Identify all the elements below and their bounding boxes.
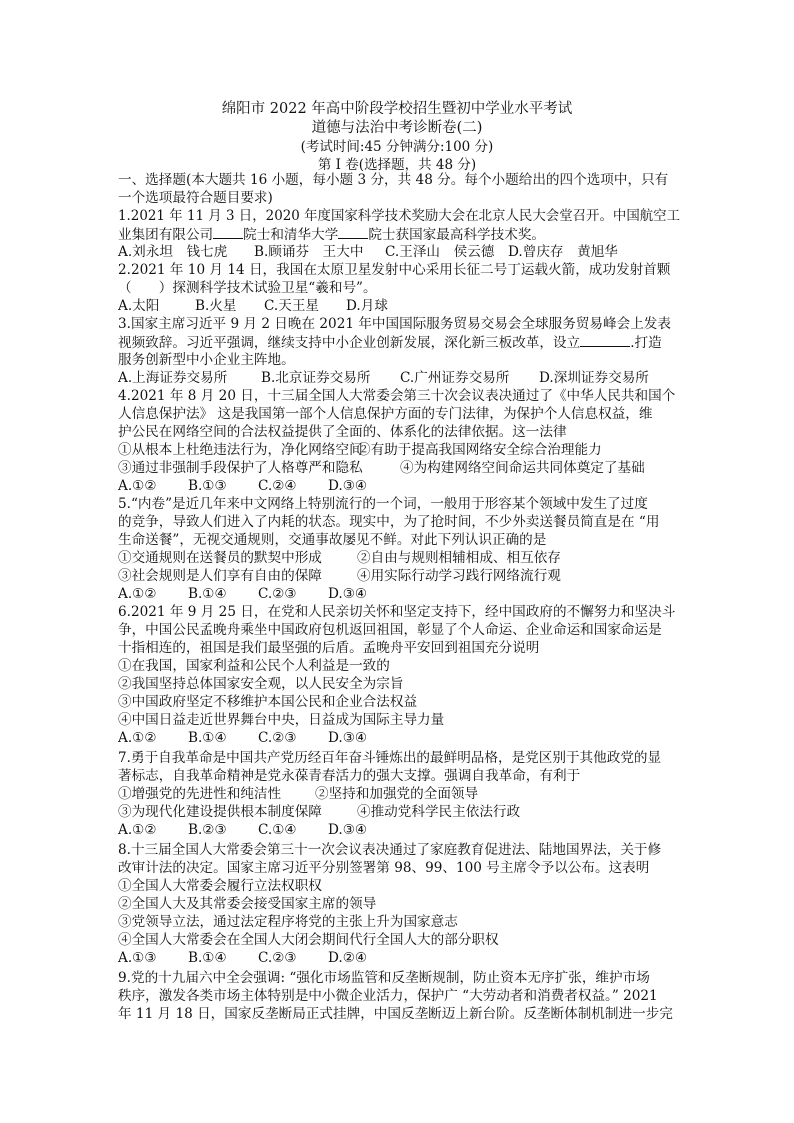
question-1-stem-2b: 院士和清华大学 <box>243 227 339 243</box>
option-a: A.①② <box>118 478 157 494</box>
item-4: ④推动党科学民主依法行政 <box>357 804 521 820</box>
item-2: ②我国坚持总体国家安全观，以人民安全为宗旨 <box>118 676 404 692</box>
question-5-items-1 <box>118 550 561 567</box>
option-d: D.曾庆存 黄旭华 <box>508 244 618 260</box>
question-5-stem-3: 生命送餐”，无视交通规则，交通事故屡见不鲜。对此下列认识正确的是 <box>118 532 547 548</box>
question-1-stem-2c: 院士获国家最高科学技术奖。 <box>368 227 546 243</box>
question-4-items-2 <box>118 460 645 477</box>
question-4-items-1 <box>118 442 602 459</box>
option-d: D.③④ <box>328 478 368 494</box>
item-4: ④全国人大常委会在全国人大闭会期间代行全国人大的部分职权 <box>118 932 499 948</box>
question-7-options <box>118 822 367 839</box>
option-b: B.①④ <box>188 586 227 602</box>
option-a: A.①② <box>118 730 157 746</box>
item-1: ①从根本上杜绝违法行为，净化网络空间 <box>118 442 363 458</box>
question-4-stem-3: 护公民在网络空间的合法权益提供了全面的、体系化的法律依据。这一法律 <box>118 424 567 440</box>
question-3-stem-2b: .打造 <box>630 335 662 351</box>
question-8-stem-2: 改审计法的决定。国家主席习近平分别签署第 98、99、100 号主席令予以公布。这表明 <box>118 860 650 876</box>
question-7-stem-1: 7.勇于自我革命是中国共产党历经百年奋斗锤炼出的最鲜明品格，是党区别于其他政党的显 <box>118 750 662 766</box>
section-heading: 第 I 卷(选择题，共 48 分) <box>317 157 477 173</box>
option-b: B.火星 <box>195 298 237 314</box>
question-4-options <box>118 478 367 495</box>
option-c: C.②③ <box>258 950 297 966</box>
question-9-stem-3: 年 11 月 18 日，国家反垄断局正式挂牌，中国反垄断迈上新台阶。反垄断体制机制进一步完 <box>118 1006 673 1022</box>
item-3: ③为现代化建设提供根本制度保障 <box>118 804 322 820</box>
blank-line <box>580 334 630 347</box>
option-d: D.③④ <box>328 586 368 602</box>
item-2: ②全国人大及其常委会接受国家主席的领导 <box>118 896 377 912</box>
instructions-line-2: 一个选项最符合题目要求) <box>118 190 273 206</box>
question-5-items-2 <box>118 568 561 585</box>
item-2: ②坚持和加强党的全面领导 <box>315 786 479 802</box>
item-2: ②自由与规则相辅相成、相互依存 <box>357 550 561 566</box>
option-c: C.王泽山 侯云德 <box>385 244 495 260</box>
option-a: A.①③ <box>118 950 157 966</box>
question-6-stem-1: 6.2021 年 9 月 25 日，在党和人民亲切关怀和坚定支持下，经中国政府的不懈努力和坚决斗 <box>118 604 676 620</box>
question-8-stem-1: 8.十三届全国人大常委会第三十一次会议表决通过了家庭教育促进法、陆地国界法，关于修 <box>118 842 662 858</box>
option-b: B.①④ <box>188 730 227 746</box>
option-c: C.②③ <box>258 730 297 746</box>
question-4-stem-1: 4.2021 年 8 月 20 日，十三届全国人大常委会第三十次会议表决通过了《中华人民共和国个 <box>118 388 676 404</box>
item-1: ①增强党的先进性和纯洁性 <box>118 786 282 802</box>
question-4-stem-2: 人信息保护法》 这是我国第一部个人信息保护方面的专门法律，为保护个人信息权益，维 <box>118 406 653 422</box>
item-1: ①在我国，国家利益和公民个人利益是一致的 <box>118 658 390 674</box>
question-5-options <box>118 586 367 603</box>
item-1: ①全国人大常委会履行立法权职权 <box>118 878 322 894</box>
option-a: A.刘永坦 钱七虎 <box>118 244 228 260</box>
question-1-stem-1: 1.2021 年 11 月 3 日，2020 年度国家科学技术奖励大会在北京人民大会堂召开。中国航空工 <box>118 208 681 224</box>
option-c: C.广州证券交易所 <box>400 370 510 386</box>
option-b: B.①③ <box>188 478 227 494</box>
question-6-stem-2: 争，中国公民孟晚舟乘坐中国政府包机返回祖国，彰显了个人命运、企业命运和国家命运是 <box>118 622 662 638</box>
blank-line <box>338 226 368 239</box>
question-9-stem-2: 秩序，激发各类市场主体特别是中小微企业活力，保护广 “大劳动者和消费者权益。” 2021 <box>118 988 658 1004</box>
option-a: A.①② <box>118 822 157 838</box>
question-7-items-1 <box>118 786 478 803</box>
option-a: A.上海证券交易所 <box>118 370 228 386</box>
option-b: B.②③ <box>188 822 227 838</box>
option-d: D.深圳证券交易所 <box>539 370 649 386</box>
question-3-stem-1: 3.国家主席习近平 9 月 2 日晚在 2021 年中国国际服务贸易交易会全球服务贸易峰会上发表 <box>118 316 671 332</box>
item-3: ③党领导立法，通过法定程序将党的主张上升为国家意志 <box>118 914 458 930</box>
option-d: D.③④ <box>328 822 368 838</box>
option-a: A.①② <box>118 586 157 602</box>
question-2-stem-1: 2.2021 年 10 月 14 日，我国在太原卫星发射中心采用长征二号丁运载火箭，成功发射首颗 <box>118 262 671 278</box>
option-b: B.北京证券交易所 <box>261 370 371 386</box>
question-1-stem-2a: 业集团有限公司 <box>118 227 214 243</box>
question-5-stem-2: 的竞争，导致人们进入了内耗的状态。现实中，为了抢时间，不少外卖送餐员简直是在 “用 <box>118 514 660 530</box>
exam-title: 绵阳市 2022 年高中阶段学校招生暨初中学业水平考试 <box>221 101 573 117</box>
question-2-stem-2: （ ）探测科学技术试验卫星“羲和号”。 <box>118 280 377 296</box>
question-6-stem-3: 十指相连的，祖国是我们最坚强的后盾。孟晚舟平安回到祖国充分说明 <box>118 640 540 656</box>
question-3-stem-2 <box>118 334 662 351</box>
question-1-options <box>118 244 618 261</box>
option-c: C.②③ <box>258 586 297 602</box>
option-d: D.月球 <box>346 298 388 314</box>
question-9-stem-1: 9.党的十九届六中全会强调: “强化市场监管和反垄断规制，防止资本无序扩张，维护市场 <box>118 970 650 986</box>
item-1: ①交通规则在送餐员的默契中形成 <box>118 550 322 566</box>
exam-subtitle: 道德与法治中考诊断卷(二) <box>311 120 483 136</box>
option-c: C.②④ <box>258 478 297 494</box>
question-6-options <box>118 730 367 747</box>
item-2: ②有助于提高我国网络安全综合治理能力 <box>357 442 602 458</box>
question-8-options <box>118 950 367 967</box>
item-3: ③中国政府坚定不移维护本国公民和企业合法权益 <box>118 694 418 710</box>
option-a: A.太阳 <box>118 298 160 314</box>
item-3: ③通过非强制手段保护了人格尊严和隐私 <box>118 460 363 476</box>
item-4: ④中国日益走近世界舞台中央，日益成为国际主导力量 <box>118 712 445 728</box>
question-7-items-2 <box>118 804 520 821</box>
question-3-stem-3: 服务创新型中小企业主阵地。 <box>118 352 295 368</box>
option-b: B.①④ <box>188 950 227 966</box>
question-3-options <box>118 370 649 387</box>
question-5-stem-1: 5.“内卷”是近几年来中文网络上特别流行的一个词，一般用于形容某个领域中发生了过度 <box>118 496 648 512</box>
blank-line <box>213 226 243 239</box>
option-c: C.①④ <box>258 822 297 838</box>
question-2-options <box>118 298 388 315</box>
option-d: D.③④ <box>328 730 368 746</box>
option-b: B.顾诵芬 王大中 <box>254 244 364 260</box>
option-c: C.天王星 <box>264 298 320 314</box>
question-1-stem-2 <box>118 226 545 243</box>
question-3-stem-2a: 视频致辞。习近平强调，继续支持中小企业创新发展，深化新三板改革，设立 <box>118 335 581 351</box>
question-7-stem-2: 著标志，自我革命精神是党永葆青春活力的强大支撑。强调自我革命，有利于 <box>118 768 581 784</box>
item-4: ④用实际行动学习践行网络流行观 <box>357 568 561 584</box>
item-3: ③社会规则是人们享有自由的保障 <box>118 568 322 584</box>
instructions-line-1: 一、选择题(本大题共 16 小题，每小题 3 分，共 48 分。每个小题给出的四个选项中，只有 <box>118 172 669 188</box>
option-d: D.②④ <box>328 950 368 966</box>
item-4: ④为构建网络空间命运共同体奠定了基础 <box>400 460 645 476</box>
exam-time-score: (考试时间:45 分钟满分:100 分) <box>300 139 494 155</box>
